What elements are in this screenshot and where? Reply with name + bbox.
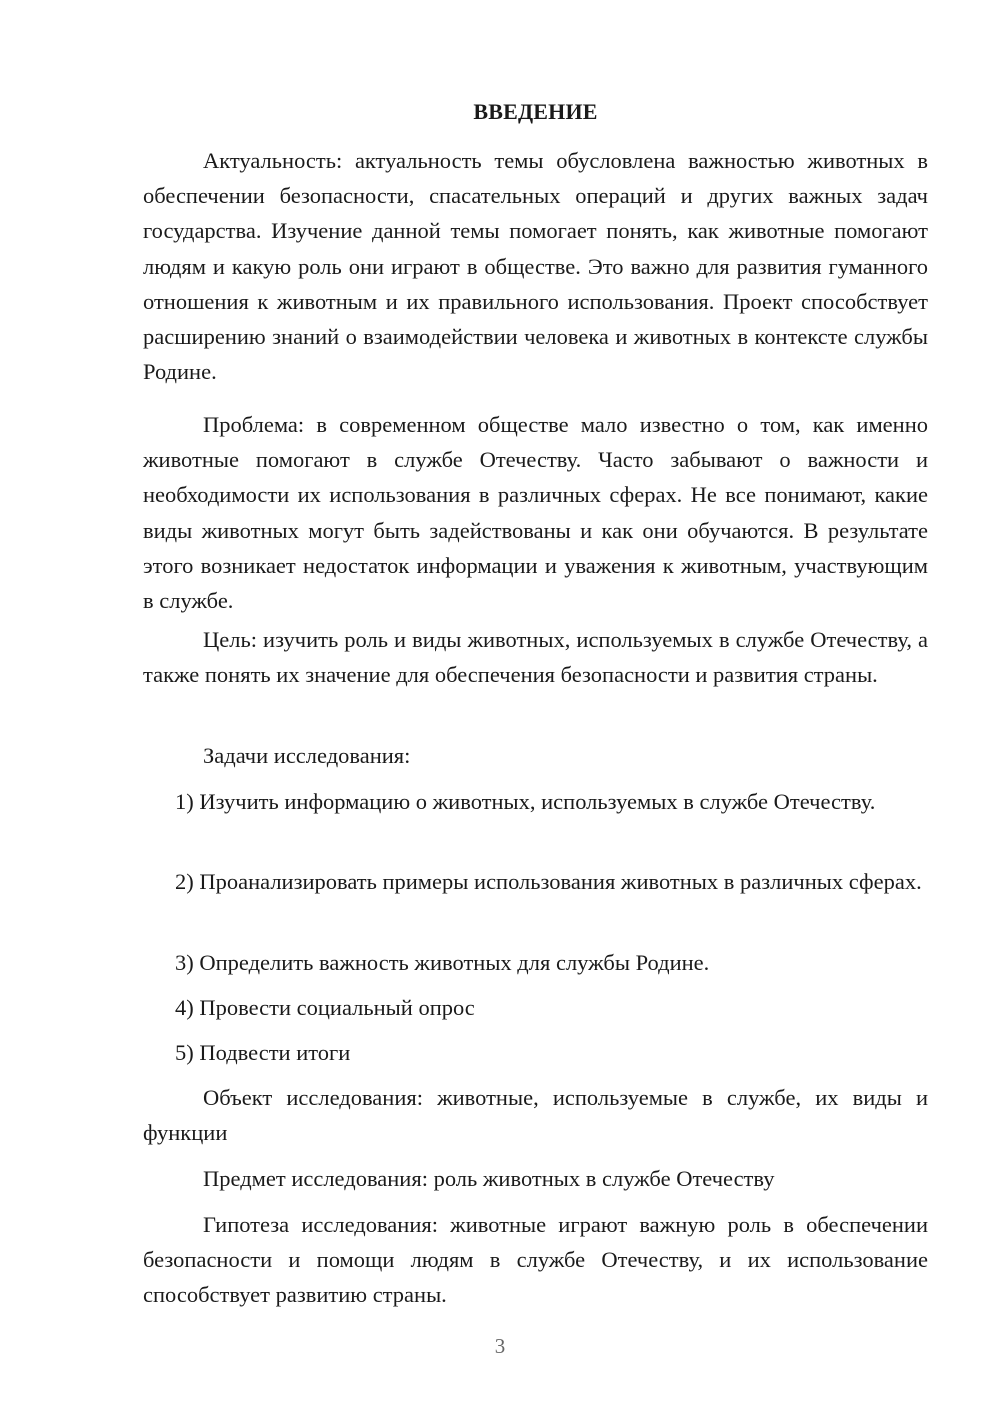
paragraph-object: Объект исследования: животные, используемые в службе, их виды и функции	[143, 1085, 928, 1146]
paragraph-relevance: Актуальность: актуальность темы обусловлена важностью животных в обеспечении безопасности, спасательных операций и других важных задач государства. Изучение данной темы помогает понять, как животные помогают людям и какую роль они играют в обществе. Это важно для развития гуманного отношения к животным и их правильного использования. Проект способствует расширению знаний о взаимодействии человека и животных в контексте службы Родине.	[143, 148, 928, 385]
section-title: ВВЕДЕНИЕ	[473, 99, 598, 124]
paragraph-tasks-heading: Задачи исследования:	[203, 743, 411, 768]
task-item-5: 5) Подвести итоги	[175, 1040, 351, 1065]
task-item-2: 2) Проанализировать примеры использования животных в различных сферах.	[175, 869, 922, 894]
paragraph-goal: Цель: изучить роль и виды животных, используемых в службе Отечеству, а также понять их значение для обеспечения безопасности и развития страны.	[143, 627, 928, 688]
paragraph-hypothesis: Гипотеза исследования: животные играют важную роль в обеспечении безопасности и помощи людям в службе Отечеству, и их использование способствует развитию страны.	[143, 1212, 928, 1308]
paragraph-subject: Предмет исследования: роль животных в службе Отечеству	[203, 1166, 775, 1191]
paragraph-problem: Проблема: в современном обществе мало известно о том, как именно животные помогают в службе Отечеству. Часто забывают о важности и необходимости их использования в различных сферах. Не все понимают, какие виды животных могут быть задействованы и как они обучаются. В результате этого возникает недостаток информации и уважения к животным, участвующим в службе.	[143, 412, 928, 614]
task-item-4: 4) Провести социальный опрос	[175, 995, 475, 1020]
task-item-1: 1) Изучить информацию о животных, используемых в службе Отечеству.	[175, 789, 876, 814]
page-number: 3	[494, 1334, 506, 1358]
task-item-3: 3) Определить важность животных для службы Родине.	[175, 950, 710, 975]
